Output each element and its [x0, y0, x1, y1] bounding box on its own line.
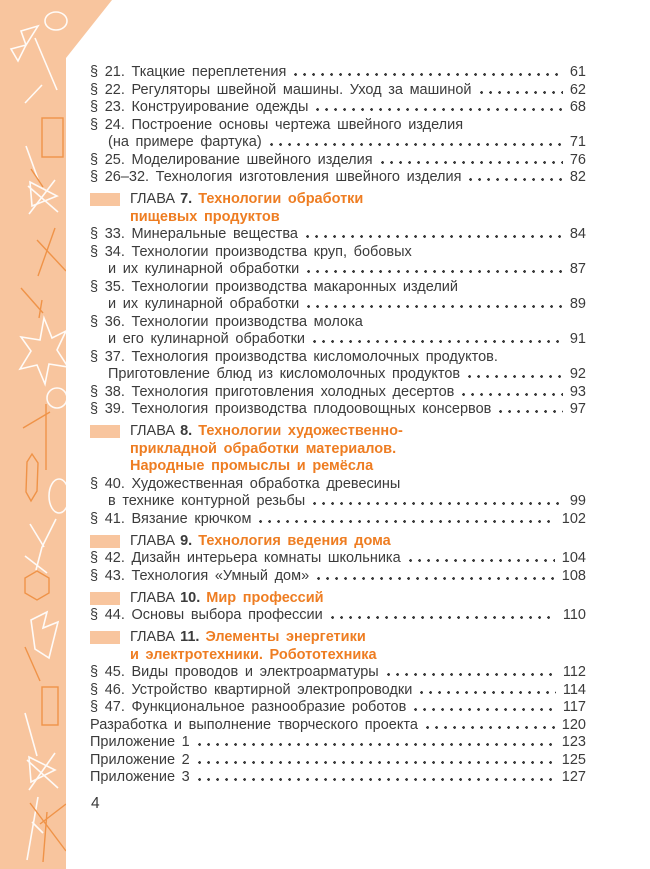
toc-entry-text: § 26–32. Технология изготовления швейного изделия [90, 169, 462, 185]
chapter-title: Технологии художественно- [198, 423, 403, 439]
chapter-heading [90, 423, 586, 476]
toc-entry-text: § 22. Регуляторы швейной машины. Уход за машиной [90, 81, 472, 98]
chapter-title: Элементы энергетики [205, 629, 366, 645]
chapter-marker-square [90, 425, 120, 438]
page-ref: 92 [569, 366, 586, 382]
toc-entry-line [90, 550, 586, 568]
toc-entry-line [90, 664, 586, 682]
toc-entry-line [90, 226, 586, 244]
page-ref: 123 [561, 734, 586, 750]
toc-entry-line [90, 401, 586, 419]
dot-leader [468, 375, 563, 378]
toc-entry-line [90, 717, 586, 735]
dot-leader [414, 708, 556, 711]
page-ref: 68 [569, 99, 586, 115]
toc-entry-text: и их кулинарной обработки [108, 261, 300, 277]
chapter-number: 7. [180, 191, 193, 207]
chapter-marker-square [90, 631, 120, 644]
page-ref: 110 [562, 607, 586, 623]
dot-leader [294, 73, 563, 76]
toc-entry-text: Разработка и выполнение творческого проекта [90, 716, 418, 733]
chapter-number: 11. [180, 629, 200, 645]
chapter-title-continued: Народные промыслы и ремёсла [130, 458, 374, 474]
toc-entry-line [90, 82, 586, 100]
chapter-word: ГЛАВА [130, 629, 176, 645]
dot-leader [381, 161, 563, 164]
chapter-heading-line [90, 533, 586, 551]
toc-entry-line [90, 152, 586, 170]
chapter-marker-square [90, 535, 120, 548]
page-ref: 102 [561, 510, 586, 527]
page-ref: 71 [569, 134, 586, 150]
toc-entry-line [90, 699, 586, 717]
toc-entry-text: Приготовление блюд из кисломолочных продуктов [108, 366, 461, 382]
page-ref: 117 [562, 699, 586, 715]
toc-entry-line [90, 511, 586, 529]
toc-entry-text: Приложение 2 [90, 751, 190, 768]
toc-entry-text: § 37. Технология производства кисломолочных продуктов. [90, 348, 498, 365]
chapter-heading [90, 629, 586, 664]
toc-entry-line [90, 366, 586, 384]
toc-entry-text: § 35. Технологии производства макаронных изделий [90, 278, 459, 295]
toc-entry-line [90, 384, 586, 402]
chapter-word: ГЛАВА [130, 589, 176, 606]
chapter-heading-line [90, 590, 586, 608]
chapter-title-continued: прикладной обработки материалов. [130, 440, 397, 457]
toc-entry-line [90, 331, 586, 349]
page-ref: 125 [561, 751, 586, 768]
toc-entry-line [90, 568, 586, 586]
page-ref: 112 [562, 664, 586, 680]
toc-entry-line [90, 476, 586, 494]
chapter-word: ГЛАВА [130, 532, 176, 549]
toc-entry-text: § 33. Минеральные вещества [90, 226, 298, 242]
page-ref: 84 [569, 226, 586, 242]
chapter-marker-square [90, 592, 120, 605]
page-ref: 120 [561, 716, 586, 733]
chapter-heading [90, 191, 586, 226]
chapter-heading [90, 590, 586, 608]
page-ref: 114 [562, 681, 586, 698]
chapter-marker-square [90, 193, 120, 206]
toc-entry-text: § 47. Функциональное разнообразие роботов [90, 699, 407, 715]
dot-leader [316, 108, 562, 111]
dot-leader [307, 305, 563, 308]
page-ref: 97 [569, 401, 586, 417]
toc-entry-text: § 45. Виды проводов и электроарматуры [90, 664, 379, 680]
toc-entry-line [90, 607, 586, 625]
toc-entry-line [90, 117, 586, 135]
dot-leader [469, 178, 562, 181]
toc-entry-text: § 34. Технологии производства круп, бобовых [90, 243, 412, 260]
toc-entry-text: § 46. Устройство квартирной электропроводки [90, 681, 413, 698]
page-ref: 108 [561, 567, 586, 584]
toc-entry-line [90, 349, 586, 367]
dot-leader [426, 726, 555, 729]
chapter-title: Технология ведения дома [198, 532, 391, 549]
chapter-word: ГЛАВА [130, 191, 176, 207]
toc-entry-text: § 38. Технология приготовления холодных десертов [90, 383, 455, 400]
chapter-heading-line [90, 629, 586, 647]
toc-entry-text: § 25. Моделирование швейного изделия [90, 151, 373, 168]
dot-leader [317, 577, 555, 580]
toc-entry-line [90, 314, 586, 332]
dot-leader [270, 143, 563, 146]
dot-leader [313, 502, 563, 505]
page-ref: 127 [561, 769, 586, 785]
toc-entry-line [90, 64, 586, 82]
chapter-title: Технологии обработки [198, 191, 364, 207]
page-ref: 99 [569, 493, 586, 509]
dot-leader [313, 340, 563, 343]
toc-entry-line [90, 279, 586, 297]
chapter-title-continued: и электротехники. Робототехника [130, 646, 377, 663]
dot-leader [198, 743, 555, 746]
dot-leader [462, 393, 562, 396]
toc-entry-text: § 41. Вязание крючком [90, 510, 252, 527]
page-ref: 93 [569, 383, 586, 400]
toc-entry-text: § 43. Технология «Умный дом» [90, 567, 310, 584]
toc-entry-line [90, 682, 586, 700]
page-ref: 104 [561, 550, 586, 566]
toc-entry-line [90, 752, 586, 770]
toc-entry-line [90, 244, 586, 262]
dot-leader [480, 91, 563, 94]
toc-entry-line [90, 134, 586, 152]
dot-leader [198, 761, 555, 764]
toc-entry-text: § 42. Дизайн интерьера комнаты школьника [90, 550, 401, 566]
toc-entry-text: § 44. Основы выбора профессии [90, 607, 323, 623]
toc-entry-line [90, 261, 586, 279]
page-ref: 87 [569, 261, 586, 277]
chapter-heading-line [90, 191, 586, 209]
page-ref: 62 [569, 81, 586, 98]
toc-entry-text: § 36. Технологии производства молока [90, 313, 363, 330]
chapter-title-continued: пищевых продуктов [130, 208, 280, 225]
chapter-number: 10. [180, 589, 201, 606]
chapter-heading [90, 533, 586, 551]
page-ref: 61 [569, 64, 586, 80]
dot-leader [307, 270, 563, 273]
page-ref: 91 [569, 331, 586, 347]
toc-entry-line [90, 769, 586, 787]
page-ref: 82 [569, 169, 586, 185]
dot-leader [306, 235, 563, 238]
dot-leader [499, 410, 563, 413]
toc-list [90, 64, 586, 787]
toc-entry-line [90, 99, 586, 117]
chapter-title: Мир профессий [206, 589, 324, 606]
toc-entry-line [90, 493, 586, 511]
toc-entry-text: § 24. Построение основы чертежа швейного изделия [90, 116, 464, 133]
toc-entry-line [90, 169, 586, 187]
toc-entry-text: и их кулинарной обработки [108, 296, 300, 312]
toc-entry-text: § 21. Ткацкие переплетения [90, 64, 287, 80]
toc-entry-text: и его кулинарной обработки [108, 331, 306, 347]
toc-entry-text: Приложение 1 [90, 734, 190, 750]
toc-entry-text: § 39. Технология производства плодоовощных консервов [90, 401, 492, 417]
toc-entry-text: § 40. Художественная обработка древесины [90, 475, 401, 492]
chapter-number: 8. [180, 423, 193, 439]
dot-leader [259, 520, 554, 523]
table-of-contents [90, 64, 586, 787]
page-ref: 89 [569, 296, 586, 312]
dot-leader [331, 616, 556, 619]
chapter-number: 9. [180, 532, 193, 549]
dot-leader [198, 778, 555, 781]
toc-entry-text: в технике контурной резьбы [108, 493, 306, 509]
page-number: 4 [91, 795, 100, 812]
dot-leader [387, 673, 556, 676]
toc-entry-text: (на примере фартука) [108, 134, 262, 150]
chapter-word: ГЛАВА [130, 423, 176, 439]
dot-leader [420, 691, 556, 694]
dot-leader [409, 559, 555, 562]
toc-entry-line [90, 734, 586, 752]
toc-entry-text: § 23. Конструирование одежды [90, 99, 309, 115]
toc-entry-line [90, 296, 586, 314]
toc-entry-text: Приложение 3 [90, 769, 190, 785]
page-ref: 76 [569, 151, 586, 168]
chapter-heading-line [90, 423, 586, 441]
